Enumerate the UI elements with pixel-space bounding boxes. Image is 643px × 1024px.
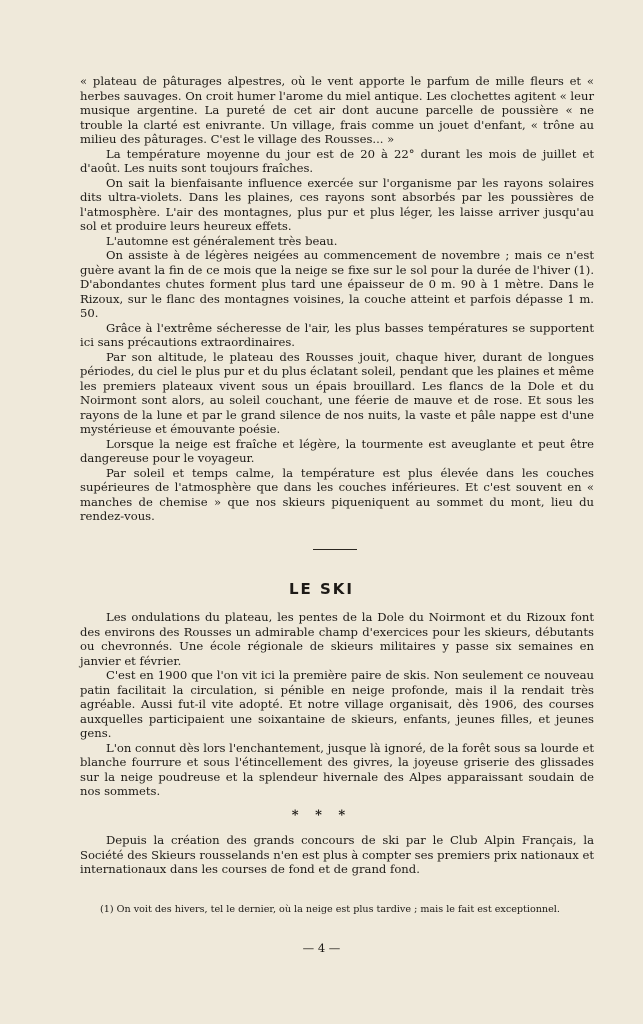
- paragraph-club-alpin: Depuis la création des grands concours de ski par le Club Alpin Français, la Société des Skieurs rousselands n'en est plus à compter ses premiers prix nationaux et internationaux dans les courses de fond et de grand fond.: [80, 833, 594, 876]
- paragraph-calm-weather: Par soleil et temps calme, la température est plus élevée dans les couches supérieures de l'atmosphère que dans les couches inférieures. Et c'est souvent en « manches de chemise » que nos skieurs piqueniquent au sommet du mont, lieu du rendez-vous.: [80, 465, 594, 523]
- paragraph-altitude: Par son altitude, le plateau des Rousses jouit, chaque hiver, durant de longues périodes, du ciel le plus pur et du plus éclatant soleil, pendant que les plaines et même les premiers plateaux vivent sous un épais brouillard. Les flancs de la Dole et du Noirmont sont alors, au soleil couchant, une féerie de mauve et de rose. Et sous les rayons de la lune et par le grand silence de nos nuits, la vaste et pâle nappe est d'une mystérieuse et émouvante poésie.: [80, 349, 594, 436]
- paragraph-snowfall: On assiste à de légères neigées au commencement de novembre ; mais ce n'est guère avant la fin de ce mois que la neige se fixe sur le sol pour la durée de l'hiver (1). D'abondantes chutes forment plus tard une épaisseur de 0 m. 90 à 1 mètre. Dans le Rizoux, sur le flanc des montagnes voisines, la couche atteint et parfois dépasse 1 m. 50.: [80, 248, 594, 320]
- paragraph-quote: « plateau de pâturages alpestres, où le vent apporte le parfum de mille fleurs et « herbes sauvages. On croit humer l'arome du miel antique. Les clochettes agitent « leur musique argentine. La pureté de cet air dont aucune parcelle de poussière « ne trouble la clarté est enivrante. Un village, frais comme un jouet d'enfant, « trône au milieu des pâturages. C'est le village des Rousses... »: [80, 74, 594, 146]
- paragraph-first-skis: C'est en 1900 que l'on vit ici la première paire de skis. Non seulement ce nouveau patin facilitait la circulation, si pénible en neige profonde, mais il la rendait très agréable. Aussi fut-il vite adopté. Et notre village organisait, dès 1906, des courses auxquelles participaient une soixantaine de skieurs, enfants, jeunes filles, et jeunes gens.: [80, 668, 594, 740]
- paragraph-autumn: L'automne est généralement très beau.: [106, 233, 338, 248]
- page-number: — 4 —: [302, 941, 341, 955]
- section-title: LE SKI: [288, 580, 355, 598]
- paragraph-temperature: La température moyenne du jour est de 20 à 22° durant les mois de juillet et d'août. Les nuits sont toujours fraîches.: [80, 146, 594, 175]
- paragraph-dry-air: Grâce à l'extrême sécheresse de l'air, les plus basses températures se supportent ici sans précautions extraordinaires.: [80, 320, 594, 349]
- text-block-ski: [80, 610, 594, 799]
- paragraph-plateau: Les ondulations du plateau, les pentes de la Dole du Noirmont et du Rizoux font des environs des Rousses un admirable champ d'exercices pour les skieurs, débutants ou chevronnés. Une école régionale de skieurs militaires y passe six semaines en janvier et février.: [80, 610, 594, 668]
- paragraph-storm: Lorsque la neige est fraîche et légère, la tourmente est aveuglante et peut être dangereuse pour le voyageur.: [80, 436, 594, 465]
- paragraph-enchantment: L'on connut dès lors l'enchantement, jusque là ignoré, de la forêt sous sa lourde et blanche fourrure et sous l'étincellement des givres, la joyeuse griserie des glissades sur la neige poudreuse et la splendeur hivernale des Alpes apparaissant soudain de nos sommets.: [80, 740, 594, 798]
- asterism-separator: * * *: [291, 808, 352, 823]
- footnote: (1) On voit des hivers, tel le dernier, où la neige est plus tardive ; mais le fait est exceptionnel.: [100, 904, 560, 915]
- section-divider: [313, 549, 357, 550]
- text-block-club: [80, 833, 594, 877]
- text-block-climate: [80, 74, 594, 524]
- paragraph-ultraviolet: On sait la bienfaisante influence exercée sur l'organisme par les rayons solaires dits ultra-violets. Dans les plaines, ces rayons sont absorbés par les poussières de l'atmosphère. L'air des montagnes, plus pur et plus léger, les laisse arriver jusqu'au sol et produire leurs heureux effets.: [80, 175, 594, 233]
